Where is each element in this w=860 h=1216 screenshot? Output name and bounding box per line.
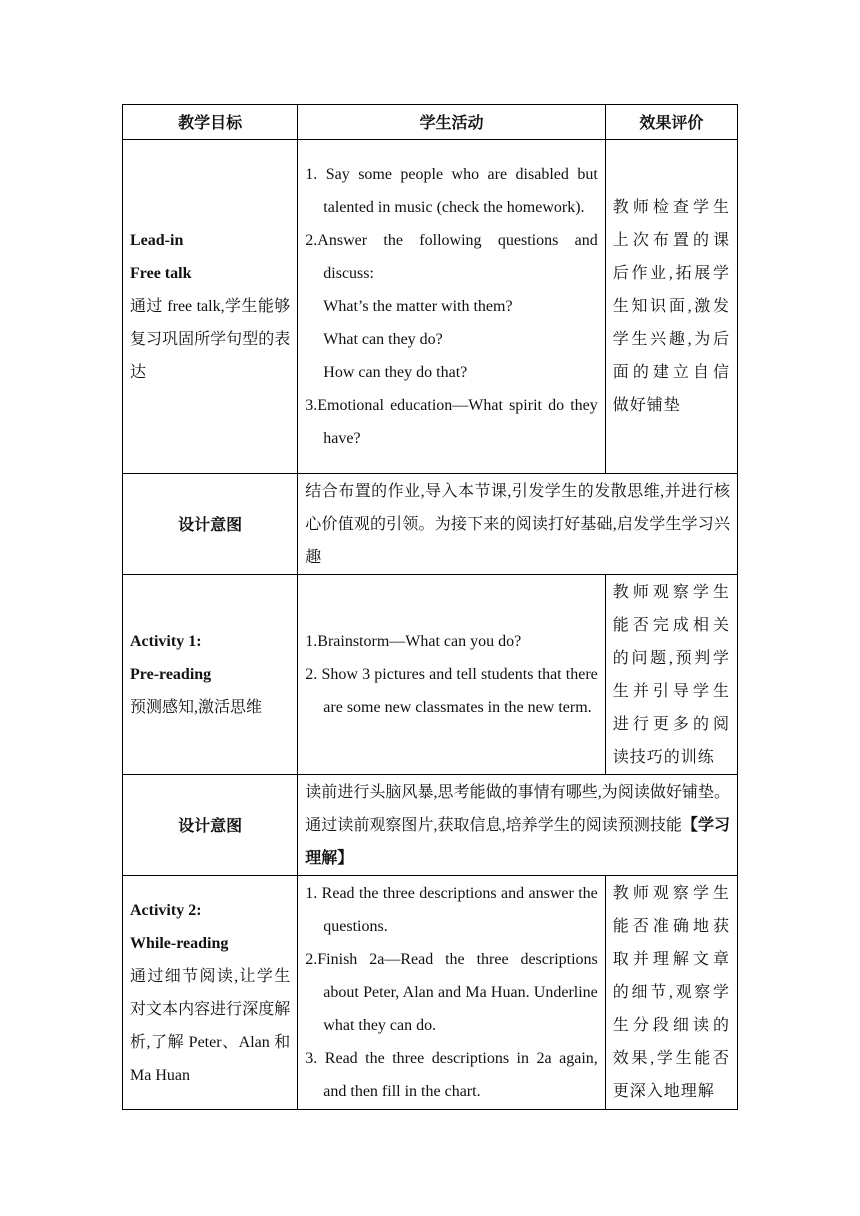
table-row: [123, 575, 738, 775]
intent-tag: 【学习理解】: [305, 816, 730, 867]
table-row: [123, 140, 738, 474]
activity-item: 2.Finish 2a—Read the three descriptions about Peter, Alan and Ma Huan. Underline what they can do.: [305, 951, 598, 1034]
activity-subitem: How can they do that?: [323, 364, 468, 381]
activity-subitem: What’s the matter with them?: [323, 298, 513, 315]
intent-row: [123, 474, 738, 575]
activities-cell: [298, 575, 606, 775]
intent-cell: 读前进行头脑风暴,思考能做的事情有哪些,为阅读做好铺垫。通过读前观察图片,获取信息,培养学生的阅读预测技能【学习理解】: [298, 775, 738, 876]
lesson-plan-table: [122, 104, 738, 1110]
evaluation-cell: 教师观察学生能否准确地获取并理解文章的细节,观察学生分段细读的效果,学生能否更深入地理解: [605, 876, 737, 1110]
activities-cell: [298, 876, 606, 1110]
activity-subitem: What can they do?: [323, 331, 443, 348]
goal-description: 通过细节阅读,让学生对文本内容进行深度解析,了解 Peter、Alan 和 Ma Huan: [130, 967, 291, 1084]
activity-item: 2.Answer the following questions and discuss: What’s the matter with them? What can they do? How can they do that?: [305, 224, 598, 389]
evaluation-cell: 教师观察学生能否完成相关的问题,预判学生并引导学生进行更多的阅读技巧的训练: [605, 575, 737, 775]
goal-subtitle: Pre-reading: [130, 666, 212, 683]
goal-description: 预测感知,激活思维: [130, 699, 263, 716]
intent-cell: 结合布置的作业,导入本节课,引发学生的发散思维,并进行核心价值观的引领。为接下来的阅读打好基础,启发学生学习兴趣: [298, 474, 738, 575]
goal-title: Activity 1:: [130, 633, 202, 650]
intent-label: 设计意图: [123, 775, 298, 876]
goal-subtitle: While-reading: [130, 934, 229, 952]
evaluation-cell: 教师检查学生上次布置的课后作业,拓展学生知识面,激发学生兴趣,为后面的建立自信做好铺垫: [605, 140, 737, 474]
table-row: [123, 876, 738, 1110]
activity-item: 1. Read the three descriptions and answer the questions.: [305, 885, 598, 935]
activities-cell: [298, 140, 606, 474]
activity-item: 2. Show 3 pictures and tell students that there are some new classmates in the new term.: [305, 666, 598, 716]
header-evaluation: 效果评价: [605, 105, 737, 140]
goal-title: Activity 2:: [130, 901, 202, 919]
activity-item: 3.Emotional education—What spirit do they have?: [305, 397, 598, 447]
goal-cell: [123, 575, 298, 775]
activity-item: 1.Brainstorm—What can you do?: [305, 633, 522, 650]
goal-title: Lead-in: [130, 232, 184, 249]
header-activities: 学生活动: [298, 105, 606, 140]
activity-item: 3. Read the three descriptions in 2a again, and then fill in the chart.: [305, 1050, 598, 1100]
goal-cell: [123, 876, 298, 1110]
goal-cell: [123, 140, 298, 474]
goal-subtitle: Free talk: [130, 265, 192, 282]
table-header-row: [123, 105, 738, 140]
goal-description: 通过 free talk,学生能够复习巩固所学句型的表达: [130, 298, 291, 381]
header-goal: 教学目标: [123, 105, 298, 140]
intent-label: 设计意图: [123, 474, 298, 575]
intent-row: [123, 775, 738, 876]
activity-item: 1. Say some people who are disabled but talented in music (check the homework).: [305, 166, 598, 216]
